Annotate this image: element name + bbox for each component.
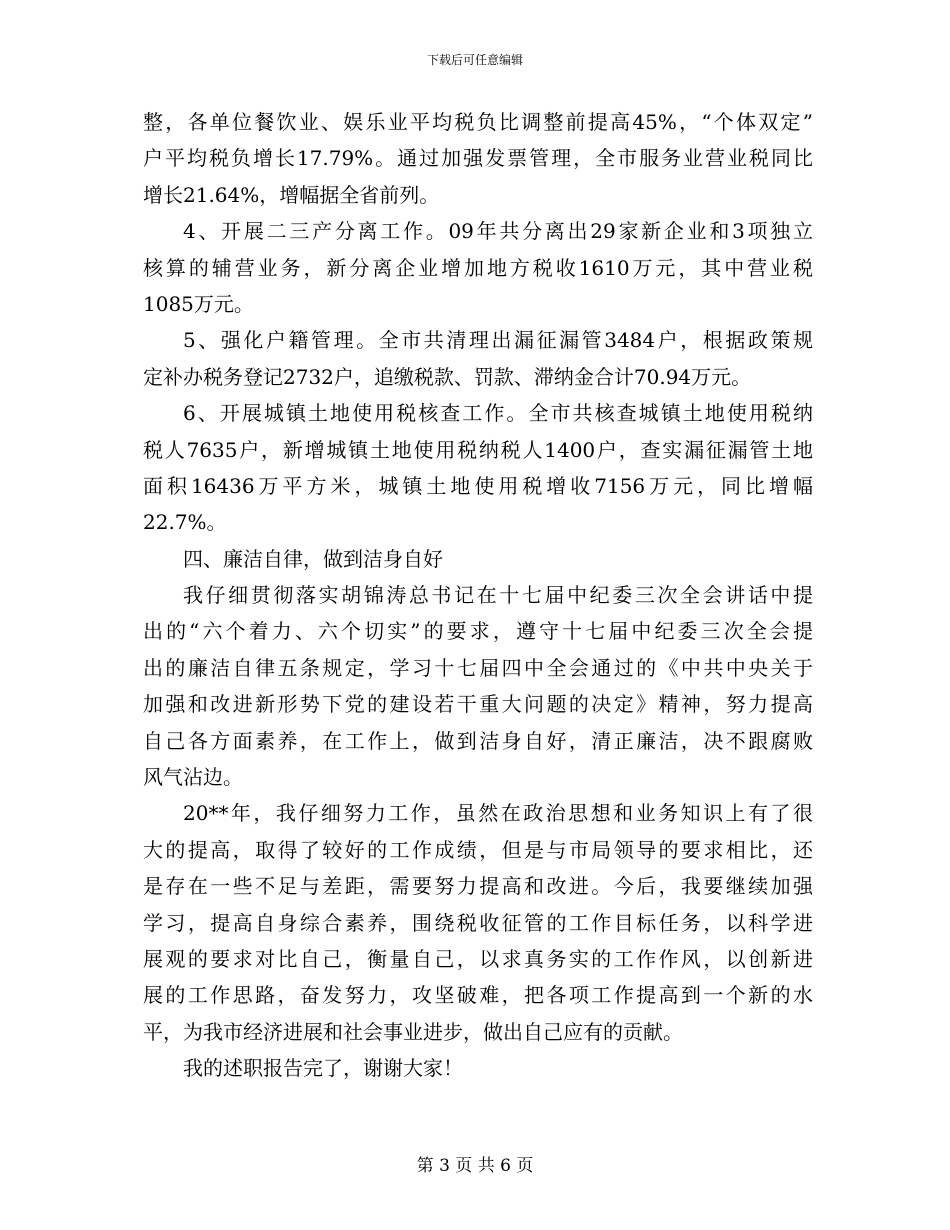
text-line: 是存在一些不足与差距，需要努力提高和改进。今后，我要继续加强 [143, 874, 813, 899]
text-line: 四、廉洁自律，做到洁身自好 [183, 546, 443, 571]
paragraph [143, 213, 813, 322]
text-line: 22.7%。 [143, 510, 227, 535]
section-heading [143, 541, 813, 577]
paragraph [143, 577, 813, 795]
paragraph [143, 795, 813, 1050]
paragraph [143, 322, 813, 395]
text-line: 风气沾边。 [143, 765, 243, 790]
text-line: 4、开展二三产分离工作。09年共分离出29家新企业和3项独立 [183, 219, 813, 244]
paragraph [143, 395, 813, 541]
text-line: 20**年，我仔细努力工作，虽然在政治思想和业务知识上有了很 [183, 801, 813, 826]
text-line: 户平均税负增长17.79%。通过加强发票管理，全市服务业营业税同比 [143, 146, 813, 171]
text-line: 6、开展城镇土地使用税核查工作。全市共核查城镇土地使用税纳 [183, 401, 813, 426]
text-line: 面积16436万平方米，城镇土地使用税增收7156万元，同比增幅 [143, 473, 813, 498]
text-line: 出的廉洁自律五条规定，学习十七届四中全会通过的《中共中央关于 [143, 655, 813, 680]
text-line: 定补办税务登记2732户，追缴税款、罚款、滞纳金合计70.94万元。 [143, 364, 752, 389]
text-line: 整，各单位餐饮业、娱乐业平均税负比调整前提高45%，“个体双定” [143, 110, 813, 134]
text-line: 我的述职报告完了，谢谢大家！ [183, 1056, 463, 1081]
text-line: 学习，提高自身综合素养，围绕税收征管的工作目标任务，以科学进 [143, 910, 813, 935]
text-line: 大的提高，取得了较好的工作成绩，但是与市局领导的要求相比，还 [143, 837, 813, 862]
text-line: 自己各方面素养，在工作上，做到洁身自好，清正廉洁，决不跟腐败 [143, 728, 813, 753]
text-line: 加强和改进新形势下党的建设若干重大问题的决定》精神，努力提高 [143, 692, 813, 717]
text-line: 展的工作思路，奋发努力，攻坚破难，把各项工作提高到一个新的水 [143, 983, 813, 1008]
document-body [143, 104, 813, 1087]
text-line: 平，为我市经济进展和社会事业进步，做出自己应有的贡献。 [143, 1019, 683, 1044]
text-line: 1085万元。 [143, 291, 254, 316]
text-line: 增长21.64%，增幅据全省前列。 [143, 182, 440, 207]
page-header: 下载后可任意编辑 [426, 53, 523, 67]
text-line: 5、强化户籍管理。全市共清理出漏征漏管3484户，根据政策规 [183, 328, 813, 353]
paragraph [143, 1050, 813, 1086]
text-line: 核算的辅营业务，新分离企业增加地方税收1610万元，其中营业税 [143, 255, 813, 280]
paragraph [143, 104, 813, 213]
text-line: 税人7635户，新增城镇土地使用税纳税人1400户，查实漏征漏管土地 [143, 437, 813, 462]
text-line: 展观的要求对比自己，衡量自己，以求真务实的工作作风，以创新进 [143, 946, 813, 971]
page-number: 第 3 页 共 6 页 [416, 1156, 534, 1176]
text-line: 我仔细贯彻落实胡锦涛总书记在十七届中纪委三次全会讲话中提 [183, 583, 813, 608]
text-line: 出的“六个着力、六个切实”的要求，遵守十七届中纪委三次全会提 [143, 619, 813, 644]
